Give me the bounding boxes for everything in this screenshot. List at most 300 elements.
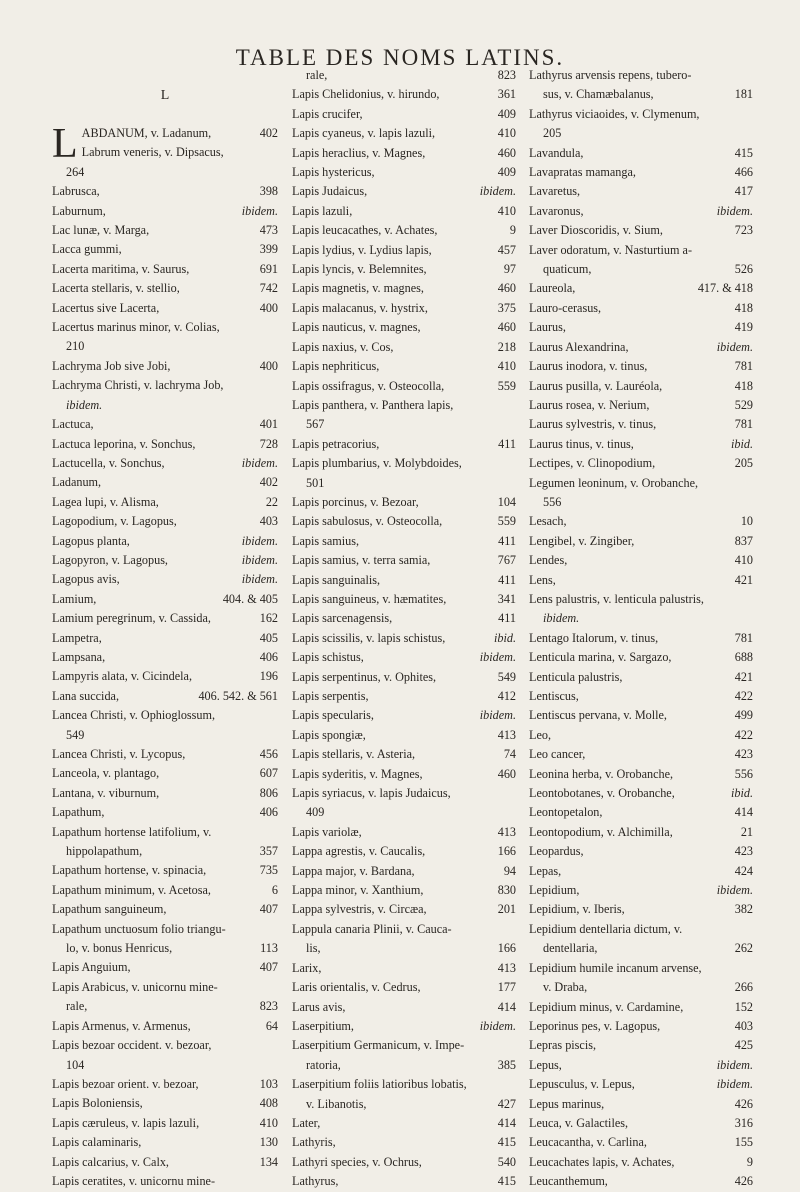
index-entry	[292, 66, 516, 85]
entry-page-number: 9	[509, 223, 516, 238]
index-entry	[292, 202, 516, 221]
entry-page-number: 411	[498, 572, 516, 587]
entry-name: v. Libanotis,	[306, 1096, 367, 1111]
entry-page-number: 688	[734, 650, 753, 665]
entry-name: Larix,	[292, 960, 322, 975]
entry-page-number: 417. & 418	[697, 281, 753, 296]
index-entry	[292, 1114, 516, 1133]
entry-name: Lapis nephriticus,	[292, 359, 380, 374]
entry-name: Lampetra,	[52, 630, 102, 645]
index-entry	[52, 1172, 278, 1191]
index-entry	[529, 318, 753, 337]
index-entry	[292, 377, 516, 396]
index-entry	[292, 1133, 516, 1152]
entry-name: Lappa agrestis, v. Caucalis,	[292, 844, 426, 859]
entry-name: Lapis Judaicus,	[292, 184, 368, 199]
index-entry	[529, 279, 753, 298]
entry-page-number: 130	[259, 1135, 278, 1150]
entry-page-number: 22	[265, 494, 278, 509]
index-entry	[52, 376, 278, 395]
entry-page-number: 113	[260, 941, 278, 956]
entry-name: Lectipes, v. Clinopodium,	[529, 456, 656, 471]
index-entry	[52, 687, 278, 706]
entry-name: Leuca, v. Galactiles,	[529, 1115, 629, 1130]
index-entry	[292, 823, 516, 842]
index-entry	[529, 862, 753, 881]
entry-page-number: 196	[259, 669, 278, 684]
entry-name: Lathyrus viciaoides, v. Clymenum,	[529, 106, 700, 121]
index-entry	[292, 1172, 516, 1191]
entry-page-number: 361	[497, 87, 516, 102]
entry-page-number: 415	[497, 1135, 516, 1150]
entry-name: Lathyri species, v. Ochrus,	[292, 1154, 422, 1169]
index-entry	[292, 1056, 516, 1075]
section-letter: L	[160, 88, 170, 103]
entry-page-number: 181	[734, 87, 753, 102]
index-entry	[292, 1017, 516, 1036]
index-entry	[529, 803, 753, 822]
index-entry	[52, 667, 278, 686]
index-entry	[529, 609, 753, 628]
entry-name: Lagopus planta,	[52, 533, 130, 548]
entry-name: Labrusca,	[52, 184, 100, 199]
entry-name: Lapis panthera, v. Panthera lapis,	[292, 397, 454, 412]
entry-name: Laurus Alexandrina,	[529, 339, 629, 354]
index-entry	[292, 687, 516, 706]
entry-name: Laburnum,	[52, 203, 106, 218]
entry-page-number: ibidem.	[716, 203, 753, 218]
index-entry	[292, 668, 516, 687]
entry-name: Lepidium, v. Iberis,	[529, 902, 625, 917]
entry-name: Lepidium,	[529, 883, 580, 898]
index-entry	[292, 260, 516, 279]
index-entry	[82, 143, 278, 162]
index-entry	[52, 1114, 278, 1133]
index-entry	[529, 726, 753, 745]
index-entry	[292, 415, 516, 434]
entry-name: Lapis lyncis, v. Belemnites,	[292, 262, 427, 277]
entry-name: Lapis bezoar orient. v. bezoar,	[52, 1076, 199, 1091]
entry-page-number: 341	[497, 591, 516, 606]
index-entry	[529, 454, 753, 473]
index-entry	[52, 1056, 278, 1075]
entry-name: Lapis porcinus, v. Bezoar,	[292, 494, 419, 509]
entry-page-number: 410	[497, 126, 516, 141]
entry-name: Lapis Boloniensis,	[52, 1096, 143, 1111]
entry-name: Lapathum hortense latifolium, v.	[52, 824, 212, 839]
index-entry	[52, 473, 278, 492]
entry-page-number: 402	[259, 126, 278, 140]
entry-name: Laureola,	[529, 281, 576, 296]
entry-page-number: 162	[259, 611, 278, 626]
index-entry	[52, 415, 278, 434]
entry-name: Lens,	[529, 572, 556, 587]
index-entry	[292, 357, 516, 376]
entry-page-number: 473	[259, 223, 278, 238]
index-entry	[52, 357, 278, 376]
entry-page-number: 413	[497, 960, 516, 975]
entry-page-number: 422	[734, 727, 753, 742]
index-entry	[292, 532, 516, 551]
entry-name: Lapis Chelidonius, v. hirundo,	[292, 87, 440, 102]
entry-name: 409	[306, 805, 325, 820]
entry-page-number: 406. 542. & 561	[198, 688, 278, 703]
index-entry	[529, 1036, 753, 1055]
entry-name: lis,	[306, 941, 321, 956]
index-entry	[529, 66, 753, 85]
entry-name: Lepidium minus, v. Cardamine,	[529, 999, 684, 1014]
index-entry	[52, 978, 278, 997]
entry-name: 205	[543, 126, 562, 141]
index-entry	[292, 454, 516, 473]
entry-name: Labrum veneris, v. Dipsacus,	[81, 145, 224, 160]
index-entry	[292, 959, 516, 978]
entry-name: Leucacantha, v. Carlina,	[529, 1135, 647, 1150]
entry-page-number: 411	[498, 533, 516, 548]
index-entry	[292, 318, 516, 337]
entry-name: Lapis hystericus,	[292, 165, 375, 180]
index-entry	[529, 978, 753, 997]
entry-page-number: ibidem.	[716, 1077, 753, 1092]
index-entry	[52, 881, 278, 900]
index-entry	[529, 1056, 753, 1075]
index-entry	[529, 920, 753, 939]
entry-name: Lagopyron, v. Lagopus,	[52, 552, 168, 567]
index-entry	[529, 1095, 753, 1114]
entry-name: Lapis samius,	[292, 533, 360, 548]
entry-name: Lapis cæruleus, v. lapis lazuli,	[52, 1115, 200, 1130]
entry-page-number: 460	[497, 320, 516, 335]
index-entry	[52, 551, 278, 570]
entry-name: Lapis malacanus, v. hystrix,	[292, 300, 428, 315]
entry-name: Lapis calaminaris,	[52, 1135, 142, 1150]
index-entry	[52, 435, 278, 454]
index-entry	[529, 765, 753, 784]
entry-name: Lampyris alata, v. Cicindela,	[52, 669, 192, 684]
entry-name: Lampsana,	[52, 649, 106, 664]
entry-name: Lacerta maritima, v. Saurus,	[52, 261, 190, 276]
entry-page-number: 134	[259, 1154, 278, 1169]
index-entry	[292, 1095, 516, 1114]
entry-name: Laurus sylvestris, v. tinus,	[529, 417, 657, 432]
index-entry	[52, 240, 278, 259]
entry-name: Lapis variolæ,	[292, 824, 362, 839]
entry-page-number: ibid.	[730, 436, 753, 451]
entry-page-number: 837	[734, 533, 753, 548]
index-entry	[52, 958, 278, 977]
index-entry	[52, 454, 278, 473]
entry-page-number: ibidem.	[479, 1018, 516, 1033]
index-entry	[529, 571, 753, 590]
index-entry	[292, 609, 516, 628]
index-entry	[529, 648, 753, 667]
entry-name: Laurus inodora, v. tinus,	[529, 359, 648, 374]
entry-page-number: 9	[746, 1154, 753, 1169]
entry-page-number: 402	[259, 475, 278, 490]
entry-name: Lepus,	[529, 1057, 562, 1072]
entry-name: Lapis petracorius,	[292, 436, 380, 451]
index-entry	[52, 221, 278, 240]
entry-name: 104	[66, 1057, 85, 1072]
entry-page-number: ibid.	[493, 630, 516, 645]
entry-name: Lagea lupi, v. Alisma,	[52, 494, 159, 509]
index-entry	[529, 1114, 753, 1133]
entry-name: Lapathum sanguineum,	[52, 902, 167, 917]
entry-page-number: 830	[497, 883, 516, 898]
entry-name: Laris orientalis, v. Cedrus,	[292, 980, 421, 995]
index-entry	[529, 474, 753, 493]
index-entry	[52, 900, 278, 919]
index-entry	[529, 163, 753, 182]
index-entry	[292, 998, 516, 1017]
index-entry	[52, 299, 278, 318]
index-entry	[529, 1172, 753, 1191]
entry-page-number: 423	[734, 747, 753, 762]
entry-page-number: 742	[259, 281, 278, 296]
entry-page-number: 375	[497, 300, 516, 315]
entry-page-number: 415	[734, 145, 753, 160]
entry-name: ratoria,	[306, 1057, 341, 1072]
index-entry	[529, 338, 753, 357]
entry-name: 549	[66, 727, 85, 742]
entry-page-number: 411	[498, 436, 516, 451]
entry-name: Lavandula,	[529, 145, 584, 160]
index-entry	[529, 357, 753, 376]
index-entry	[292, 279, 516, 298]
index-entry	[292, 1036, 516, 1055]
entry-page-number: 457	[497, 242, 516, 257]
entry-name: Laserpitium,	[292, 1018, 354, 1033]
index-entry	[52, 318, 278, 337]
index-column-3	[529, 66, 753, 1192]
entry-name: Lathyrus arvensis repens, tubero-	[529, 68, 692, 82]
index-entry	[52, 1153, 278, 1172]
entry-name: Lappula canaria Plinii, v. Cauca-	[292, 921, 452, 936]
entry-page-number: 409	[497, 106, 516, 121]
entry-name: Lapis bezoar occident. v. bezoar,	[52, 1038, 212, 1053]
index-entry	[529, 784, 753, 803]
entry-name: Lapis Arabicus, v. unicornu mine-	[52, 979, 218, 994]
entry-page-number: 414	[734, 805, 753, 820]
index-column-2	[292, 66, 516, 1192]
entry-page-number: 403	[734, 1018, 753, 1033]
entry-page-number: 823	[497, 68, 516, 82]
index-entry	[529, 1075, 753, 1094]
entry-page-number: 414	[497, 1115, 516, 1130]
index-entry	[52, 396, 278, 415]
index-entry	[529, 241, 753, 260]
entry-page-number: 559	[497, 514, 516, 529]
index-entry	[529, 939, 753, 958]
entry-page-number: 94	[503, 863, 516, 878]
index-entry	[292, 590, 516, 609]
entry-name: Lapis cyaneus, v. lapis lazuli,	[292, 126, 436, 141]
entry-name: v. Draba,	[543, 980, 588, 995]
index-entry	[529, 998, 753, 1017]
entry-name: hippolapathum,	[66, 844, 143, 859]
index-entry	[52, 1133, 278, 1152]
entry-page-number: 382	[734, 902, 753, 917]
entry-name: Lenticula palustris,	[529, 669, 623, 684]
entry-name: Lapis sanguinalis,	[292, 572, 381, 587]
index-entry	[52, 784, 278, 803]
index-entry	[52, 939, 278, 958]
entry-page-number: 262	[734, 941, 753, 956]
index-entry	[292, 338, 516, 357]
entry-page-number: 421	[734, 572, 753, 587]
entry-page-number: 423	[734, 844, 753, 859]
entry-name: Legumen leoninum, v. Orobanche,	[529, 475, 699, 490]
entry-page-number: 540	[497, 1154, 516, 1169]
entry-name: Lactuca leporina, v. Sonchus,	[52, 436, 196, 451]
index-entry	[52, 1075, 278, 1094]
entry-name: Lapis syriacus, v. lapis Judaicus,	[292, 786, 451, 801]
entry-name: Lapis plumbarius, v. Molybdoides,	[292, 456, 462, 471]
index-entry	[292, 571, 516, 590]
entry-name: Lappa major, v. Bardana,	[292, 863, 415, 878]
entry-name: rale,	[306, 68, 328, 82]
index-entry	[292, 1075, 516, 1094]
index-entry	[292, 299, 516, 318]
index-entry	[529, 144, 753, 163]
entry-page-number: 74	[503, 747, 516, 762]
entry-name: Lens palustris, v. lenticula palustris,	[529, 591, 704, 606]
entry-name: Lapathum unctuosum folio triangu-	[52, 921, 226, 936]
entry-name: Leucanthemum,	[529, 1174, 608, 1189]
entry-name: Lappa sylvestris, v. Circæa,	[292, 902, 427, 917]
entry-page-number: 407	[259, 960, 278, 975]
entry-name: Lapis lydius, v. Lydius lapis,	[292, 242, 432, 257]
entry-name: Lapis Anguium,	[52, 960, 131, 975]
index-entry	[529, 900, 753, 919]
index-entry	[52, 629, 278, 648]
entry-name: Lapathum hortense, v. spinacia,	[52, 863, 207, 878]
entry-name: Leontopodium, v. Alchimilla,	[529, 824, 673, 839]
entry-page-number: ibidem.	[716, 1057, 753, 1072]
entry-name: Lathyrus,	[292, 1174, 339, 1189]
index-entry	[52, 279, 278, 298]
index-entry	[529, 881, 753, 900]
entry-name: Lapis serpentis,	[292, 689, 369, 703]
entry-name: 501	[306, 475, 325, 490]
entry-page-number: 64	[265, 1018, 278, 1033]
entry-name: Lapis stellaris, v. Asteria,	[292, 747, 416, 762]
entry-name: Lapis crucifer,	[292, 106, 363, 121]
index-entry	[529, 435, 753, 454]
entry-name: Lantana, v. viburnum,	[52, 785, 160, 800]
entry-page-number: 413	[497, 824, 516, 839]
index-entry	[529, 124, 753, 143]
entry-name: Lapis ossifragus, v. Osteocolla,	[292, 378, 445, 393]
entry-page-number: 781	[734, 630, 753, 645]
entry-page-number: 408	[259, 1096, 278, 1111]
entry-name: Lathyris,	[292, 1135, 336, 1150]
entry-name: Leucachates lapis, v. Achates,	[529, 1154, 675, 1169]
index-entry	[52, 182, 278, 201]
entry-name: Leporinus pes, v. Lagopus,	[529, 1018, 661, 1033]
index-entry	[292, 396, 516, 415]
entry-page-number: 399	[259, 242, 278, 257]
drop-cap-letter: L	[52, 121, 78, 167]
entry-page-number: 735	[259, 863, 278, 878]
entry-name: Lancea Christi, v. Ophioglossum,	[52, 708, 216, 723]
entry-name: Lacertus marinus minor, v. Colias,	[52, 320, 220, 335]
index-entry	[292, 842, 516, 861]
entry-page-number: 177	[497, 980, 516, 995]
entry-page-number: ibidem.	[716, 339, 753, 354]
entry-page-number: ibidem.	[241, 533, 278, 548]
entry-page-number: 385	[497, 1057, 516, 1072]
entry-name: Lac lunæ, v. Marga,	[52, 223, 150, 238]
index-entry	[52, 1094, 278, 1113]
index-entry	[292, 939, 516, 958]
entry-page-number: ibidem.	[241, 455, 278, 470]
index-entry	[292, 163, 516, 182]
index-entry	[52, 764, 278, 783]
index-entry	[52, 512, 278, 531]
entry-name: Lagopus avis,	[52, 572, 120, 587]
index-entry	[292, 105, 516, 124]
entry-name: Lapis naxius, v. Cos,	[292, 339, 394, 354]
entry-page-number: 104	[497, 494, 516, 509]
entry-name: Lancea Christi, v. Lycopus,	[52, 747, 186, 761]
entry-name: quaticum,	[543, 262, 592, 277]
entry-name: Lapis spongiæ,	[292, 727, 366, 742]
index-entry	[529, 629, 753, 648]
entry-name: Leo cancer,	[529, 747, 586, 762]
entry-page-number: 460	[497, 766, 516, 781]
index-entry	[529, 842, 753, 861]
entry-name: Lachryma Job sive Jobi,	[52, 358, 171, 373]
entry-page-number: ibidem.	[479, 184, 516, 199]
entry-page-number: 425	[734, 1038, 753, 1053]
index-entry	[529, 260, 753, 279]
entry-page-number: 409	[497, 165, 516, 180]
index-entry	[529, 105, 753, 124]
index-entry	[529, 202, 753, 221]
index-entry	[292, 1153, 516, 1172]
entry-name: Lacca gummi,	[52, 242, 122, 257]
entry-name: Lauro-cerasus,	[529, 300, 602, 315]
index-entry	[52, 861, 278, 880]
index-entry	[52, 609, 278, 628]
entry-name: ABDANUM, v. Ladanum,	[81, 126, 212, 140]
entry-name: Lavapratas mamanga,	[529, 165, 636, 180]
index-entry	[529, 590, 753, 609]
index-entry	[292, 745, 516, 764]
entry-name: Leopardus,	[529, 844, 584, 859]
entry-name: Lacertus sive Lacerta,	[52, 300, 160, 315]
index-entry	[529, 706, 753, 725]
entry-name: Leontopetalon,	[529, 805, 603, 820]
entry-page-number: 403	[259, 514, 278, 529]
index-entry	[52, 745, 278, 764]
index-entry	[292, 706, 516, 725]
index-entry	[52, 260, 278, 279]
index-entry	[292, 493, 516, 512]
entry-page-number: 549	[497, 669, 516, 684]
index-entry	[529, 532, 753, 551]
entry-page-number: 414	[497, 999, 516, 1014]
entry-page-number: 559	[497, 378, 516, 393]
entry-name: Lepidium humile incanum arvense,	[529, 960, 702, 975]
index-entry	[529, 668, 753, 687]
entry-name: Laurus pusilla, v. Lauréola,	[529, 378, 663, 393]
entry-page-number: 406	[259, 649, 278, 664]
entry-page-number: 10	[740, 514, 753, 529]
entry-page-number: 417	[734, 184, 753, 199]
index-entry	[529, 959, 753, 978]
